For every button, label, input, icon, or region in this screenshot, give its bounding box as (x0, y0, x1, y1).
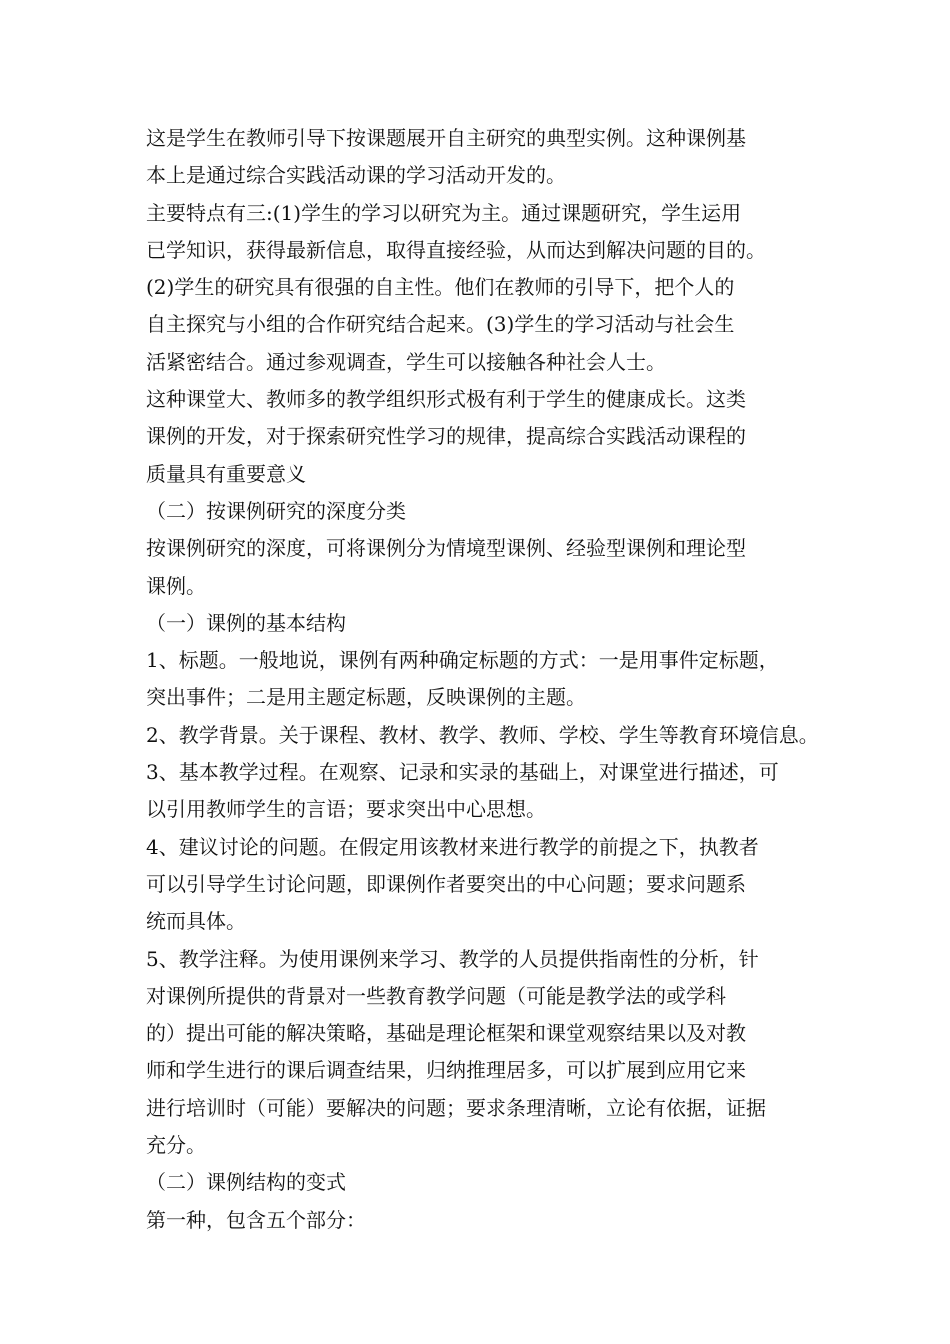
text-line: 以引用教师学生的言语；要求突出中心思想。 (146, 797, 546, 822)
text-line: 按课例研究的深度，可将课例分为情境型课例、经验型课例和理论型 (146, 536, 746, 561)
text-line: 突出事件；二是用主题定标题，反映课例的主题。 (146, 685, 586, 710)
text-line: 课例的开发，对于探索研究性学习的规律，提高综合实践活动课程的 (146, 424, 746, 449)
section-heading: （二）按课例研究的深度分类 (146, 498, 406, 523)
text-line: (2)学生的研究具有很强的自主性。他们在教师的引导下，把个人的 (146, 275, 735, 300)
text-line: 这是学生在教师引导下按课题展开自主研究的典型实例。这种课例基 (146, 126, 746, 150)
text-line: 统而具体。 (146, 909, 246, 934)
text-line: 活紧密结合。通过参观调查，学生可以接触各种社会人士。 (146, 349, 666, 374)
text-line: 质量具有重要意义 (146, 461, 306, 486)
text-line: 4、建议讨论的问题。在假定用该教材来进行教学的前提之下，执教者 (146, 834, 759, 859)
text-line: 3、基本教学过程。在观察、记录和实录的基础上，对课堂进行描述，可 (146, 760, 779, 785)
text-line: 已学知识，获得最新信息，取得直接经验，从而达到解决问题的目的。 (146, 237, 766, 262)
text-line: 第一种，包含五个部分： (146, 1207, 366, 1232)
text-line: 进行培训时（可能）要解决的问题；要求条理清晰，立论有依据，证据 (146, 1095, 766, 1120)
text-line: 2、教学背景。关于课程、教材、教学、教师、学校、学生等教育环境信息。 (146, 722, 819, 747)
text-line: 充分。 (146, 1133, 206, 1158)
section-heading: （二）课例结构的变式 (146, 1170, 346, 1195)
text-line: 5、教学注释。为使用课例来学习、教学的人员提供指南性的分析，针 (146, 946, 759, 971)
text-line: 这种课堂大、教师多的教学组织形式极有利于学生的健康成长。这类 (146, 387, 746, 412)
text-line: 对课例所提供的背景对一些教育教学问题（可能是教学法的或学科 (146, 983, 726, 1008)
text-line: 师和学生进行的课后调查结果，归纳推理居多，可以扩展到应用它来 (146, 1058, 746, 1083)
text-line: 可以引导学生讨论问题，即课例作者要突出的中心问题；要求问题系 (146, 871, 746, 896)
text-line: 1、标题。一般地说，课例有两种确定标题的方式：一是用事件定标题， (146, 648, 779, 673)
body-text (146, 120, 819, 1239)
text-line: 自主探究与小组的合作研究结合起来。(3)学生的学习活动与社会生 (146, 312, 735, 337)
section-heading: （一）课例的基本结构 (146, 610, 346, 635)
text-line: 课例。 (146, 573, 206, 598)
text-line: 主要特点有三:(1)学生的学习以研究为主。通过课题研究，学生运用 (146, 200, 742, 225)
text-line: 本上是通过综合实践活动课的学习活动开发的。 (146, 163, 566, 188)
text-line: 的）提出可能的解决策略，基础是理论框架和课堂观察结果以及对教 (146, 1021, 746, 1046)
